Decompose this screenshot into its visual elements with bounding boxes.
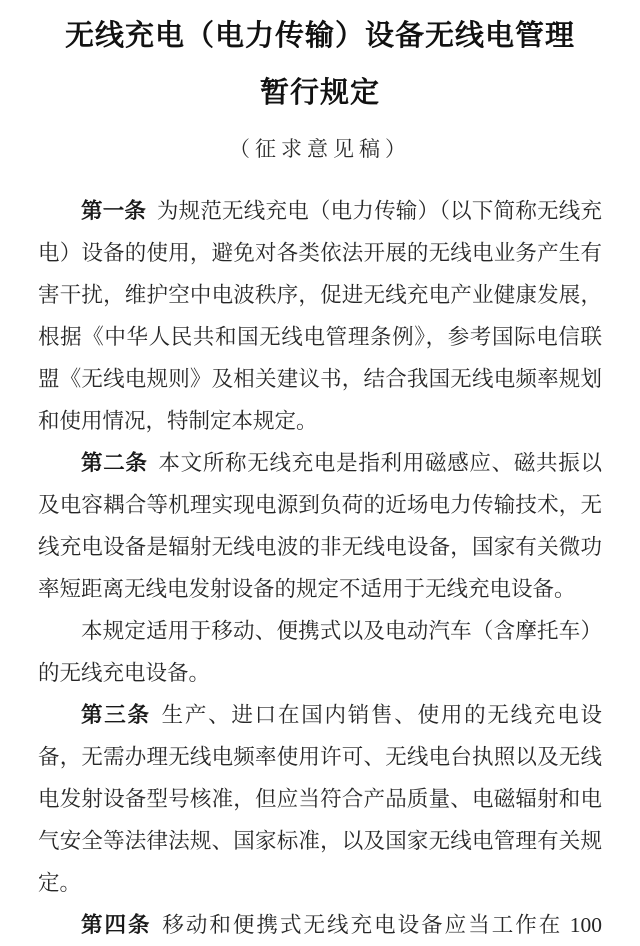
- document-title-line-2: 暂行规定: [259, 77, 380, 109]
- article-1-text: 为规范无线充电（电力传输）（以下简称无线充电）设备的使用，避免对各类依法开展的无线电业务产生有害干扰，维护空中电波秩序，促进无线充电产业健康发展，根据《中华人民共和国无线电管理条例》，参考国际电信联盟《无线电规则》及相关建议书，结合我国无线电频率规划和使用情况，特制定本规定。: [38, 199, 602, 433]
- paragraph-article-2-continuation: [38, 610, 602, 694]
- article-1-label: 第一条: [81, 199, 147, 223]
- document-subtitle: （征求意见稿）: [229, 137, 411, 161]
- document-page: [0, 8, 640, 937]
- paragraph-article-3: [38, 694, 602, 904]
- document-title-line-1: 无线充电（电力传输）设备无线电管理: [64, 20, 575, 52]
- paragraph-article-2: [38, 442, 602, 610]
- article-3-text: 生产、进口在国内销售、使用的无线充电设备，无需办理无线电频率使用许可、无线电台执照以及无线电发射设备型号核准，但应当符合产品质量、电磁辐射和电气安全等法律法规、国家标准，以及国家无线电管理有关规定。: [38, 703, 602, 895]
- article-2-label: 第二条: [81, 451, 148, 475]
- document-title: [38, 8, 602, 122]
- article-2-text: 本文所称无线充电是指利用磁感应、磁共振以及电容耦合等机理实现电源到负荷的近场电力传输技术，无线充电设备是辐射无线电波的非无线电设备，国家有关微功率短距离无线电发射设备的规定不适用于无线充电设备。: [38, 451, 602, 601]
- paragraph-article-1: [38, 190, 602, 442]
- paragraph-article-4: [38, 904, 602, 946]
- article-4-label: 第四条: [81, 913, 152, 937]
- article-3-label: 第三条: [81, 703, 151, 727]
- article-2-continuation-text: 本规定适用于移动、便携式以及电动汽车（含摩托车）的无线充电设备。: [38, 619, 602, 685]
- document-body: [38, 190, 602, 946]
- article-4-text: 移动和便携式无线充电设备应当工作在 100: [162, 913, 602, 937]
